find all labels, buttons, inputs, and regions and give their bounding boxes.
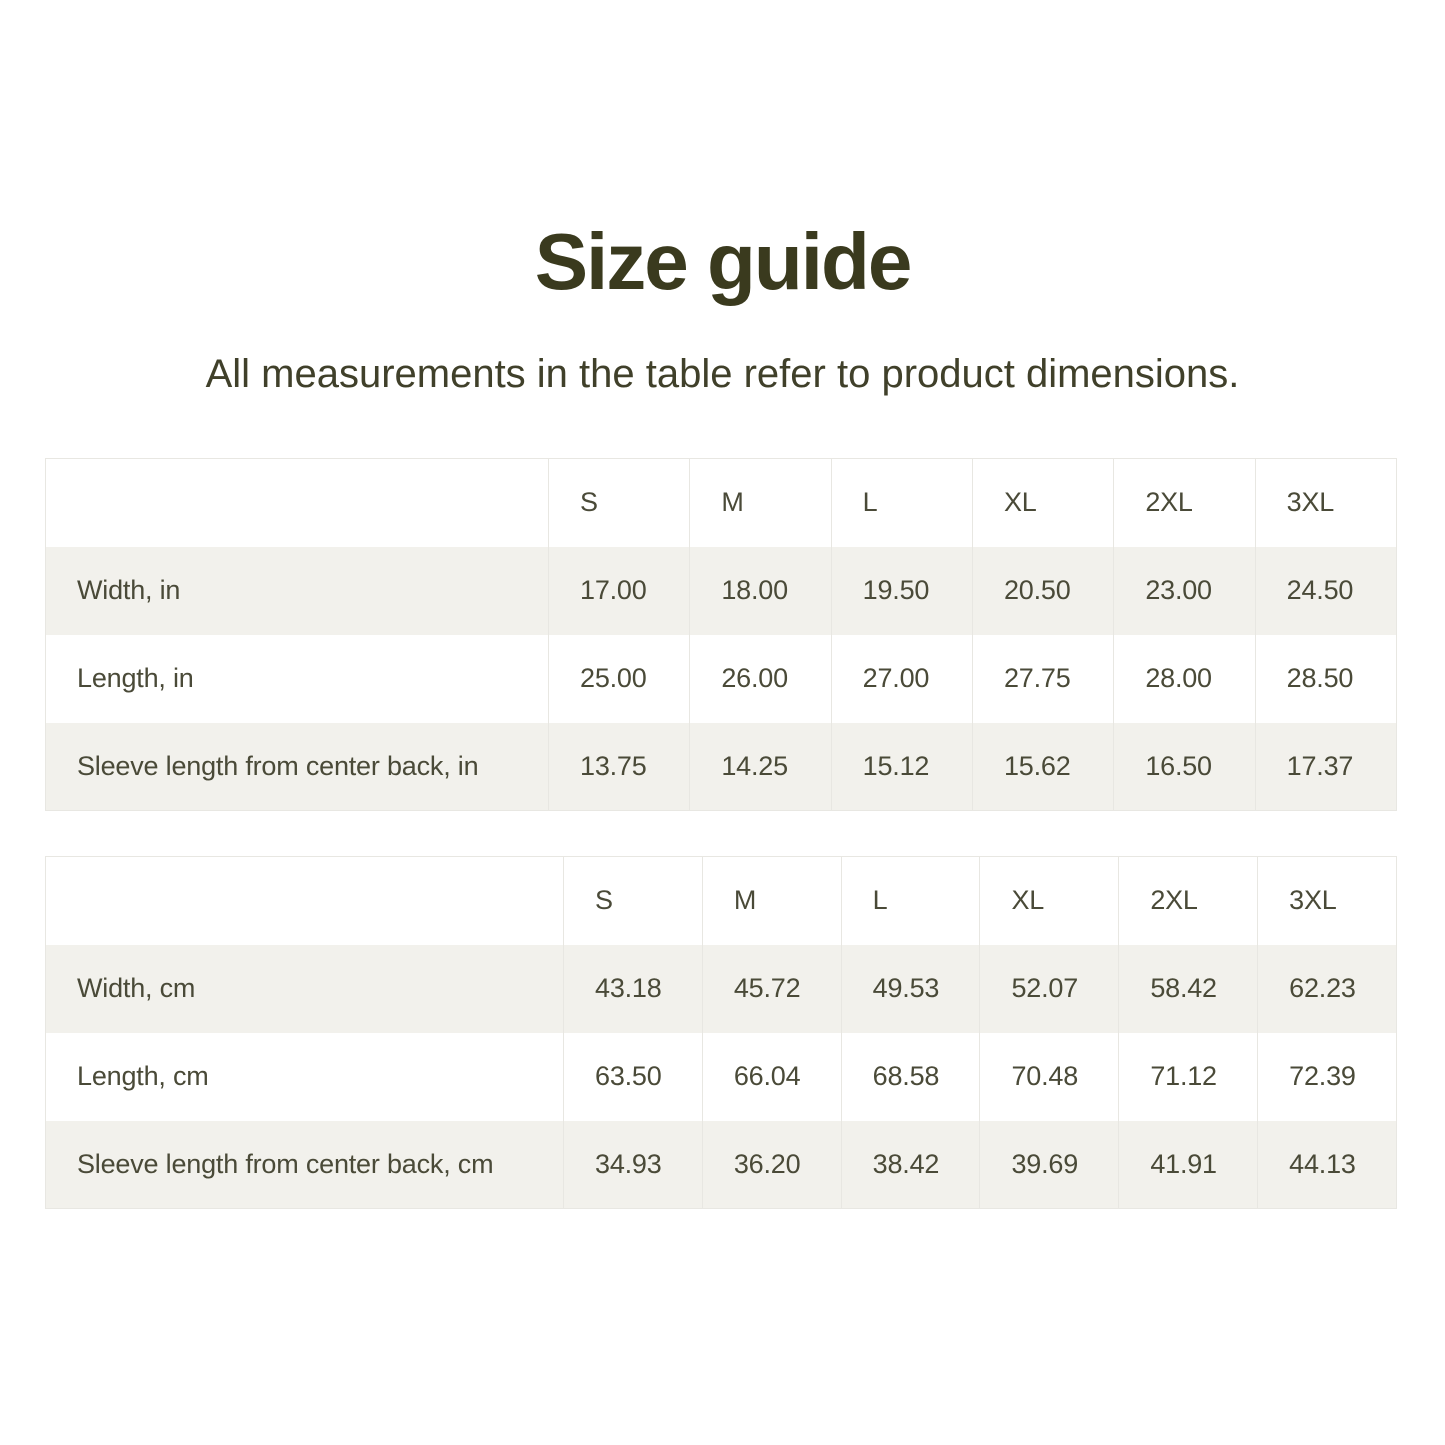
page-subtitle: All measurements in the table refer to product dimensions.: [205, 352, 1240, 396]
page-title: Size guide: [534, 217, 911, 306]
size-cell: 66.04: [702, 1033, 841, 1121]
size-cell: 49.53: [841, 945, 980, 1033]
row-label: Sleeve length from center back, in: [46, 723, 549, 811]
size-cell: 26.00: [690, 635, 831, 723]
size-cell: 39.69: [980, 1121, 1119, 1209]
table-row-sleeve-in: [46, 723, 1397, 811]
size-cell: 52.07: [980, 945, 1119, 1033]
column-header-2xl: 2XL: [1119, 857, 1258, 945]
size-cell: 16.50: [1114, 723, 1255, 811]
corner-cell: [46, 459, 549, 547]
size-cell: 72.39: [1258, 1033, 1397, 1121]
size-cell: 28.50: [1255, 635, 1396, 723]
column-header-m: M: [702, 857, 841, 945]
column-header-3xl: 3XL: [1255, 459, 1396, 547]
size-cell: 19.50: [831, 547, 972, 635]
header-row: [46, 857, 1397, 945]
size-cell: 14.25: [690, 723, 831, 811]
table-row-width-in: [46, 547, 1397, 635]
size-cell: 62.23: [1258, 945, 1397, 1033]
size-cell: 13.75: [549, 723, 690, 811]
column-header-s: S: [549, 459, 690, 547]
column-header-xl: XL: [980, 857, 1119, 945]
size-cell: 15.12: [831, 723, 972, 811]
size-cell: 44.13: [1258, 1121, 1397, 1209]
table-row-width-cm: [46, 945, 1397, 1033]
column-header-l: L: [841, 857, 980, 945]
size-table-inches: [45, 458, 1397, 811]
size-cell: 27.00: [831, 635, 972, 723]
size-cell: 15.62: [972, 723, 1113, 811]
size-cell: 68.58: [841, 1033, 980, 1121]
size-cell: 24.50: [1255, 547, 1396, 635]
column-header-l: L: [831, 459, 972, 547]
size-table-cm: [45, 856, 1397, 1209]
column-header-xl: XL: [972, 459, 1113, 547]
column-header-2xl: 2XL: [1114, 459, 1255, 547]
size-cell: 63.50: [564, 1033, 703, 1121]
size-cell: 71.12: [1119, 1033, 1258, 1121]
size-cell: 17.37: [1255, 723, 1396, 811]
size-cell: 41.91: [1119, 1121, 1258, 1209]
size-cell: 70.48: [980, 1033, 1119, 1121]
size-cell: 38.42: [841, 1121, 980, 1209]
size-cell: 58.42: [1119, 945, 1258, 1033]
table-row-length-in: [46, 635, 1397, 723]
row-label: Width, cm: [46, 945, 564, 1033]
column-header-s: S: [564, 857, 703, 945]
table-row-sleeve-cm: [46, 1121, 1397, 1209]
row-label: Length, cm: [46, 1033, 564, 1121]
column-header-m: M: [690, 459, 831, 547]
size-cell: 43.18: [564, 945, 703, 1033]
size-cell: 27.75: [972, 635, 1113, 723]
row-label: Width, in: [46, 547, 549, 635]
row-label: Sleeve length from center back, cm: [46, 1121, 564, 1209]
size-cell: 36.20: [702, 1121, 841, 1209]
row-label: Length, in: [46, 635, 549, 723]
corner-cell: [46, 857, 564, 945]
size-cell: 17.00: [549, 547, 690, 635]
size-cell: 45.72: [702, 945, 841, 1033]
size-cell: 28.00: [1114, 635, 1255, 723]
table-row-length-cm: [46, 1033, 1397, 1121]
size-cell: 34.93: [564, 1121, 703, 1209]
size-cell: 20.50: [972, 547, 1113, 635]
header-row: [46, 459, 1397, 547]
size-cell: 23.00: [1114, 547, 1255, 635]
column-header-3xl: 3XL: [1258, 857, 1397, 945]
size-cell: 18.00: [690, 547, 831, 635]
size-cell: 25.00: [549, 635, 690, 723]
